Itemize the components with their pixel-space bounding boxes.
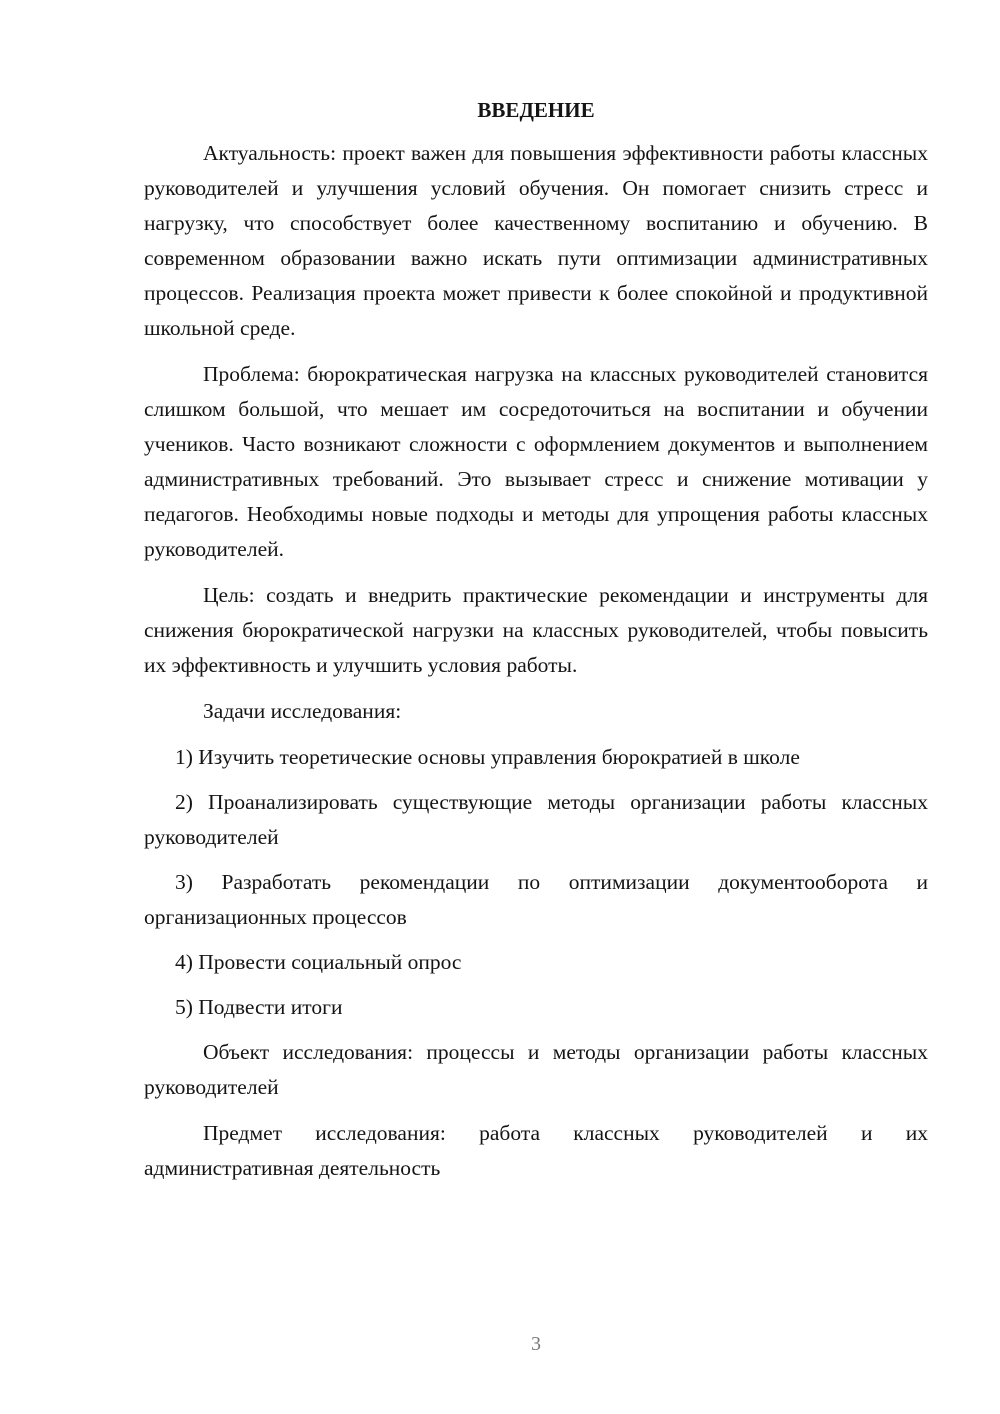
task-item-2: 2) Проанализировать существующие методы организации работы классных руководителей	[144, 790, 928, 849]
task-item-5: 5) Подвести итоги	[175, 995, 343, 1019]
paragraph-goal: Цель: создать и внедрить практические рекомендации и инструменты для снижения бюрократической нагрузки на классных руководителей, чтобы повысить их эффективность и улучшить условия работы.	[144, 583, 928, 677]
paragraph-subject: Предмет исследования: работа классных руководителей и их административная деятельность	[144, 1121, 928, 1180]
page-content	[144, 94, 928, 1197]
tasks-heading: Задачи исследования:	[203, 699, 402, 723]
paragraph-relevance: Актуальность: проект важен для повышения эффективности работы классных руководителей и улучшения условий обучения. Он помогает снизить стресс и нагрузку, что способствует более качественному воспитанию и обучению. В современном образовании важно искать пути оптимизации административных процессов. Реализация проекта может привести к более спокойной и продуктивной школьной среде.	[144, 141, 928, 340]
paragraph-problem: Проблема: бюрократическая нагрузка на классных руководителей становится слишком большой, что мешает им сосредоточиться на воспитании и обучении учеников. Часто возникают сложности с оформлением документов и выполнением административных требований. Это вызывает стресс и снижение мотивации у педагогов. Необходимы новые подходы и методы для упрощения работы классных руководителей.	[144, 362, 928, 561]
task-item-3: 3) Разработать рекомендации по оптимизации документооборота и организационных процессов	[144, 870, 928, 929]
paragraph-object: Объект исследования: процессы и методы организации работы классных руководителей	[144, 1040, 928, 1099]
page-number: 3	[531, 1333, 541, 1355]
task-item-4: 4) Провести социальный опрос	[175, 950, 462, 974]
task-item-1: 1) Изучить теоретические основы управления бюрократией в школе	[175, 745, 800, 769]
page-title: ВВЕДЕНИЕ	[477, 98, 595, 122]
